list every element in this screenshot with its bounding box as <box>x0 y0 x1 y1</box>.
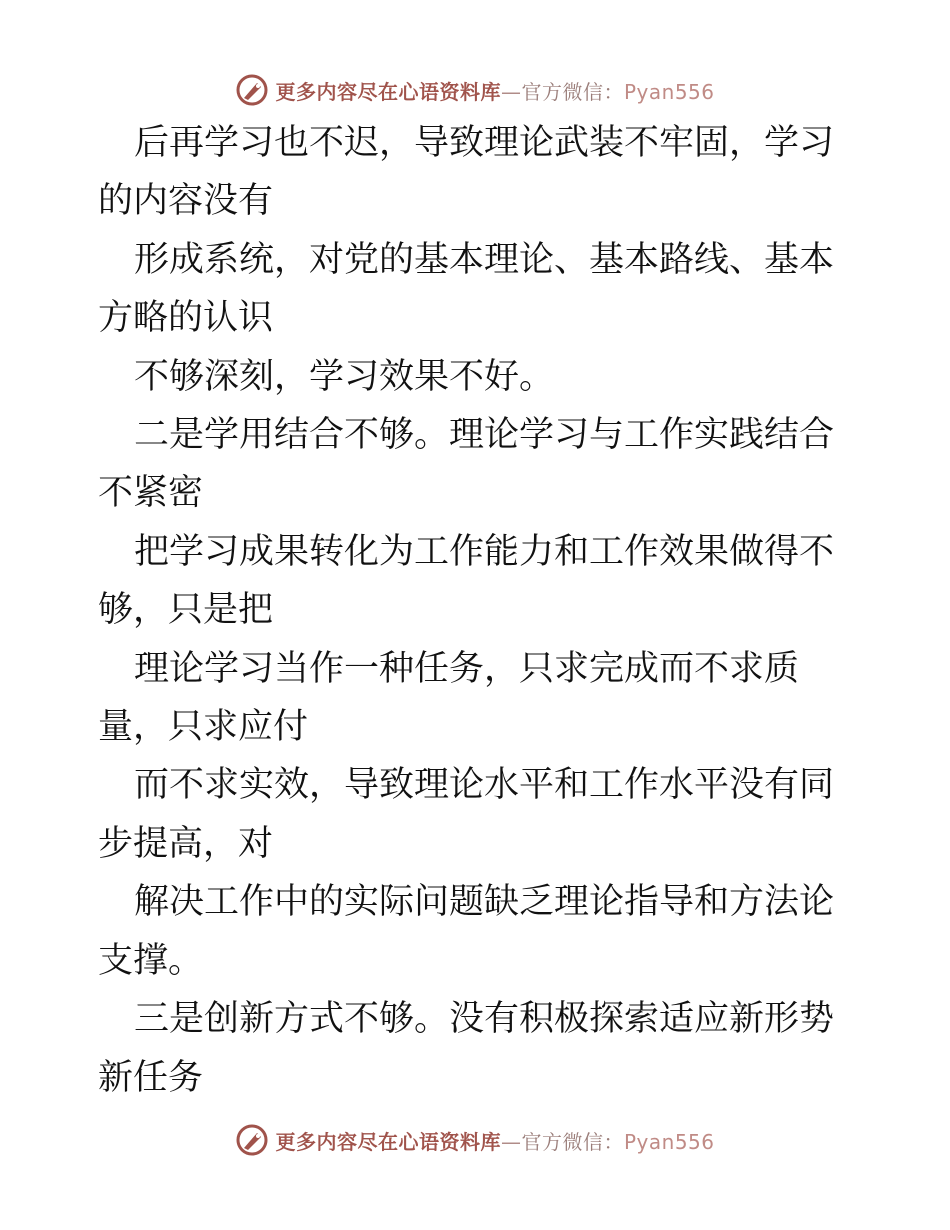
paragraph-6: 理论学习当作一种任务，只求完成而不求质量，只求应付 <box>98 648 800 748</box>
paragraph-3: 不够深刻，学习效果不好。 <box>134 356 555 397</box>
footer-wechat-id: Pyan556 <box>623 1129 715 1154</box>
pen-nib-logo-icon <box>235 1123 269 1157</box>
paragraph-7: 而不求实效，导致理论水平和工作水平没有同步提高，对 <box>98 765 835 864</box>
document-body <box>98 114 858 1107</box>
header-wechat-label: 官方微信： <box>521 79 624 104</box>
footer-wechat-label: 官方微信： <box>521 1129 624 1154</box>
header-separator: — <box>500 79 522 104</box>
header-site-text: 更多内容尽在心语资料库 <box>275 79 501 104</box>
paragraph-9: 三是创新方式不够。没有积极探索适应新形势新任务 <box>98 999 835 1098</box>
header-banner-text <box>275 76 714 105</box>
footer-separator: — <box>500 1129 522 1154</box>
paragraph-5: 把学习成果转化为工作能力和工作效果做得不够，只是把 <box>98 531 835 631</box>
footer-banner-text <box>275 1126 714 1155</box>
paragraph-4: 二是学用结合不够。理论学习与工作实践结合不紧密 <box>98 415 835 514</box>
header-banner <box>0 68 950 112</box>
pen-nib-logo-icon <box>235 73 269 107</box>
footer-site-text: 更多内容尽在心语资料库 <box>275 1129 501 1154</box>
paragraph-1: 后再学习也不迟，导致理论武装不牢固，学习的内容没有 <box>98 123 835 222</box>
paragraph-2: 形成系统，对党的基本理论、基本路线、基本方略的认识 <box>98 239 835 339</box>
header-wechat-id: Pyan556 <box>623 79 715 104</box>
paragraph-8: 解决工作中的实际问题缺乏理论指导和方法论支撑。 <box>98 882 835 981</box>
footer-banner <box>0 1118 950 1162</box>
